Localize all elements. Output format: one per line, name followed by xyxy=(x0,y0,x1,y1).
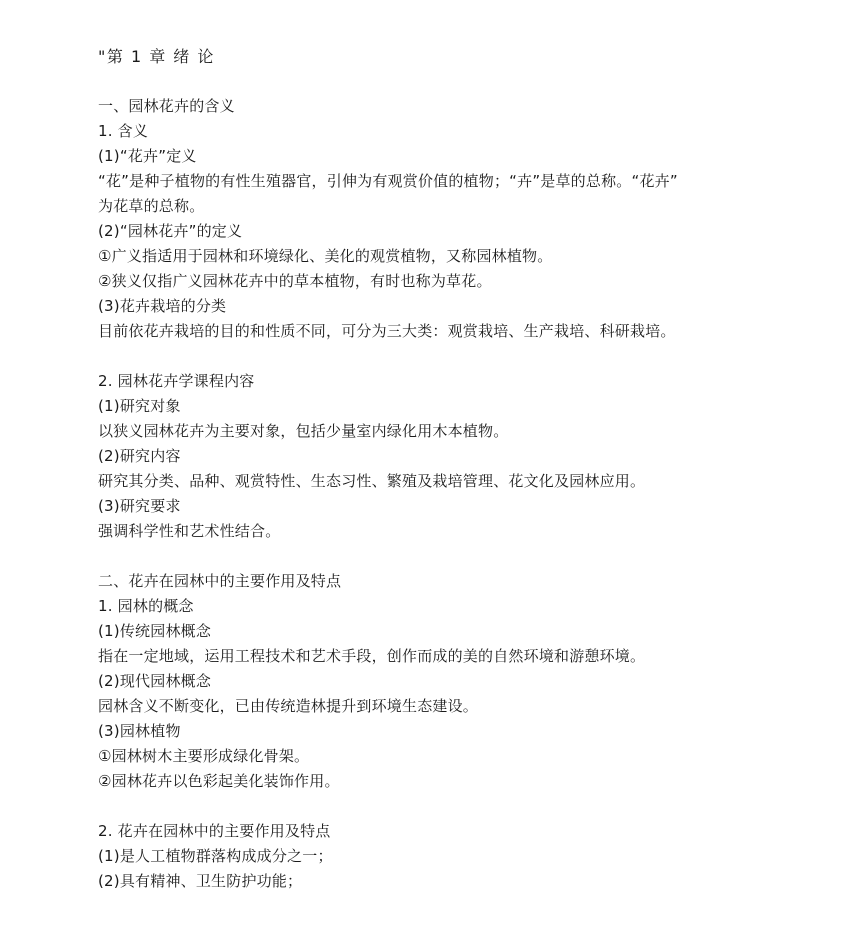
text-line: “花”是种子植物的有性生殖器官，引伸为有观赏价值的植物；“卉”是草的总称。“花卉” xyxy=(98,172,678,190)
text-line: (2)“园林花卉”的定义 xyxy=(98,222,243,240)
text-line: 目前依花卉栽培的目的和性质不同，可分为三大类：观赏栽培、生产栽培、科研栽培。 xyxy=(98,322,676,340)
text-line: 强调科学性和艺术性结合。 xyxy=(98,522,281,540)
text-line: 园林含义不断变化，已由传统造林提升到环境生态建设。 xyxy=(98,697,479,715)
text-line: 以狭义园林花卉为主要对象，包括少量室内绿化用木本植物。 xyxy=(98,422,509,440)
text-line: 1. 含义 xyxy=(98,122,149,140)
text-line: (3)园林植物 xyxy=(98,722,181,740)
text-line: ①园林树木主要形成绿化骨架。 xyxy=(98,747,310,765)
text-line: 一、园林花卉的含义 xyxy=(98,97,235,115)
text-line: ②园林花卉以色彩起美化装饰作用。 xyxy=(98,772,340,790)
chapter-title: "第 1 章 绪 论 xyxy=(98,47,215,66)
blank-line xyxy=(98,69,798,94)
document-content xyxy=(98,44,798,894)
text-line: 2. 花卉在园林中的主要作用及特点 xyxy=(98,822,331,840)
text-line: (1)传统园林概念 xyxy=(98,622,212,640)
text-line: (2)现代园林概念 xyxy=(98,672,212,690)
body-lines xyxy=(98,94,798,894)
text-line: 指在一定地域，运用工程技术和艺术手段，创作而成的美的自然环境和游憩环境。 xyxy=(98,647,646,665)
text-line: (3)花卉栽培的分类 xyxy=(98,297,227,315)
text-line: (1)研究对象 xyxy=(98,397,181,415)
text-line: ①广义指适用于园林和环境绿化、美化的观赏植物，又称园林植物。 xyxy=(98,247,553,265)
blank-line xyxy=(98,544,798,569)
blank-line xyxy=(98,794,798,819)
text-line: ②狭义仅指广义园林花卉中的草本植物，有时也称为草花。 xyxy=(98,272,492,290)
text-line: (3)研究要求 xyxy=(98,497,181,515)
text-line: 1. 园林的概念 xyxy=(98,597,194,615)
text-line: 二、花卉在园林中的主要作用及特点 xyxy=(98,572,342,590)
text-line: (2)具有精神、卫生防护功能； xyxy=(98,872,303,890)
text-line: 研究其分类、品种、观赏特性、生态习性、繁殖及栽培管理、花文化及园林应用。 xyxy=(98,472,646,490)
text-line: 为花草的总称。 xyxy=(98,197,205,215)
text-line: (1)是人工植物群落构成成分之一； xyxy=(98,847,333,865)
text-line: 2. 园林花卉学课程内容 xyxy=(98,372,255,390)
text-line: (1)“花卉”定义 xyxy=(98,147,197,165)
text-line: (2)研究内容 xyxy=(98,447,181,465)
blank-line xyxy=(98,344,798,369)
